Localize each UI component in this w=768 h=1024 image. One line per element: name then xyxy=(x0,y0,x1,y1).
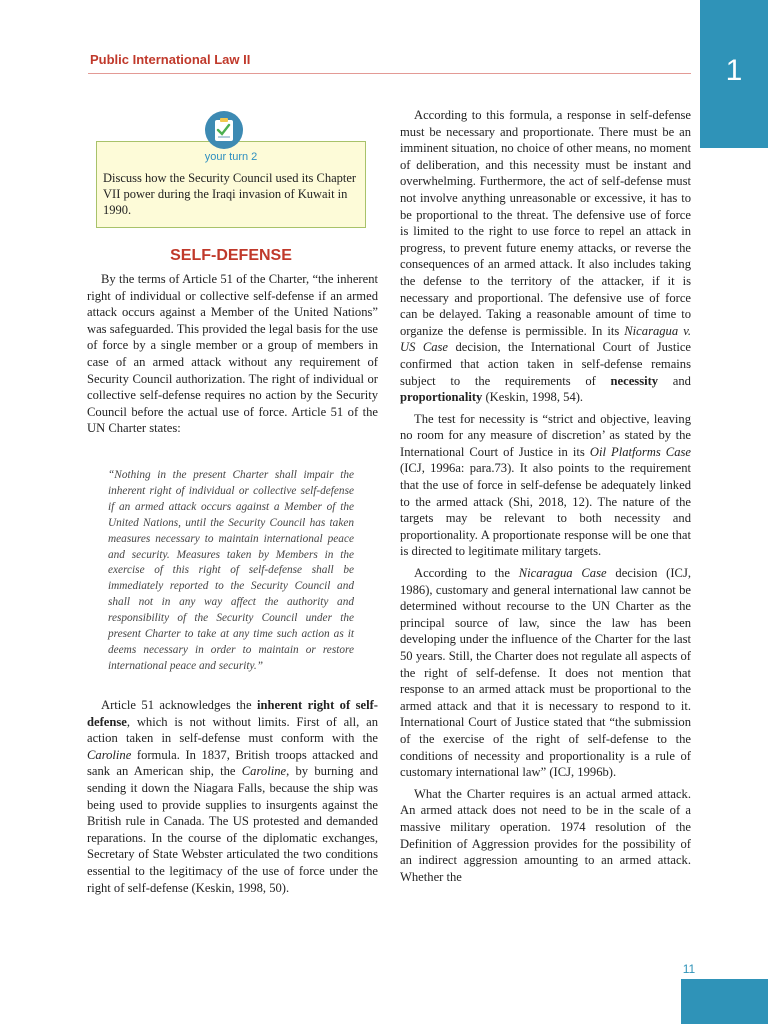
right-column xyxy=(400,107,691,885)
chapter-tab xyxy=(700,0,768,148)
paragraph: The test for necessity is “strict and objective, leaving no room for any measure of discretion’ as stated by the International Court of Justice in its Oil Platforms Case (ICJ, 1996a: para.73). It also points to the requirement that the use of force in self-defense be adequately linked to the armed attack (Shi, 2018, 12). The nature of the targets may be relevant to both necessity and proportionality. A proportionate response will be one that is directed to legitimate military targets. xyxy=(400,411,691,559)
your-turn-box xyxy=(96,141,366,228)
checklist-icon xyxy=(205,111,243,149)
left-column-intro xyxy=(87,271,378,437)
section-title: SELF-DEFENSE xyxy=(170,247,292,264)
chapter-number: 1 xyxy=(725,54,743,87)
running-header: Public International Law II xyxy=(90,52,251,67)
footer-tab xyxy=(681,979,768,1024)
paragraph: According to the Nicaragua Case decision (ICJ, 1986), customary and general international law cannot be determined without recourse to the UN Charter as the principal source of law, since the law has been developing under the influence of the Charter for the last 50 years. Still, the Charter does not regulate all aspects of the right of self-defense. It does not mention that response to an armed attack must be proportional to the armed attack and that it is necessary to respond to it. International Court of Justice stated that “the submission of the exercise of the right of self-defense to the conditions of necessity and proportionality is a rule of customary international law” (ICJ, 1996b). xyxy=(400,566,691,780)
your-turn-label: your turn 2 xyxy=(204,151,258,163)
your-turn-text: Discuss how the Security Council used its Chapter VII power during the Iraqi invasion of Kuwait in 1990. xyxy=(103,171,357,217)
paragraph: Article 51 acknowledges the inherent right of self-defense, which is not without limits. First of all, an action taken in self-defense must conform with the Caroline formula. In 1837, British troops attacked and sank an American ship, the Caroline, by burning and sending it down the Niagara Falls, because the ship was being used to provide supplies to insurgents against the British rule in Canada. The US protested and demanded reparations. In the course of the diplomatic exchanges, Secretary of State Webster articulated the two conditions essential to the legitimacy of the use of force under the right of self-defense (Keskin, 1998, 50). xyxy=(87,698,378,895)
paragraph: By the terms of Article 51 of the Charter, “the inherent right of individual or collective self-defense if an armed attack occurs against a Member of the United Nations” was safeguarded. This provided the legal basis for the use of force by a single member or a group of members in case of an armed attack without any requirement of Security Council authorization. The right of individual or collective self-defense requires no action by the Security Council before the actual use of force. Article 51 of the UN Charter states: xyxy=(87,272,378,436)
header-rule xyxy=(88,73,691,74)
quote-text: “Nothing in the present Charter shall impair the inherent right of individual or collective self-defense if an armed attack occurs against a Member of the United Nations, until the Security Council has taken measures necessary to maintain international peace and security. Measures taken by Members in the exercise of this right of self-defense shall be immediately reported to the Security Council and shall not in any way affect the authority and responsibility of the Security Council under the present Charter to take at any time such action as it deems necessary in order to maintain or restore international peace and security.” xyxy=(108,469,354,672)
block-quote xyxy=(108,468,354,675)
page-number: 11 xyxy=(682,962,696,976)
paragraph: According to this formula, a response in self-defense must be necessary and proportionate. There must be an imminent situation, no choice of other means, no moment of deliberation, and this necessity must be instant and overwhelming. Furthermore, the act of self-defense must not involve anything unreasonable or excessive, it has to be proportional to the threat. The defensive use of force is limited to the right to use force to repel an attack in progress, to prevent future enemy attacks, or reverse the consequences of an armed attack. It also includes taking the defense to the territory of the attacker, if it is necessary and proportional. The defensive use of force can be delayed. Taking a reasonable amount of time to organize the defense is permissible. In its Nicaragua v. US Case decision, the International Court of Justice confirmed that action taken in self-defense remains subject to the requirements of necessity and proportionality (Keskin, 1998, 54). xyxy=(400,108,692,405)
paragraph: What the Charter requires is an actual armed attack. An armed attack does not need to be in the scale of a massive military operation. 1974 resolution of the Definition of Aggression provides for the possibility of an indirect aggression amounting to an armed attack. Whether the xyxy=(400,786,691,884)
left-column-continued xyxy=(87,697,378,896)
